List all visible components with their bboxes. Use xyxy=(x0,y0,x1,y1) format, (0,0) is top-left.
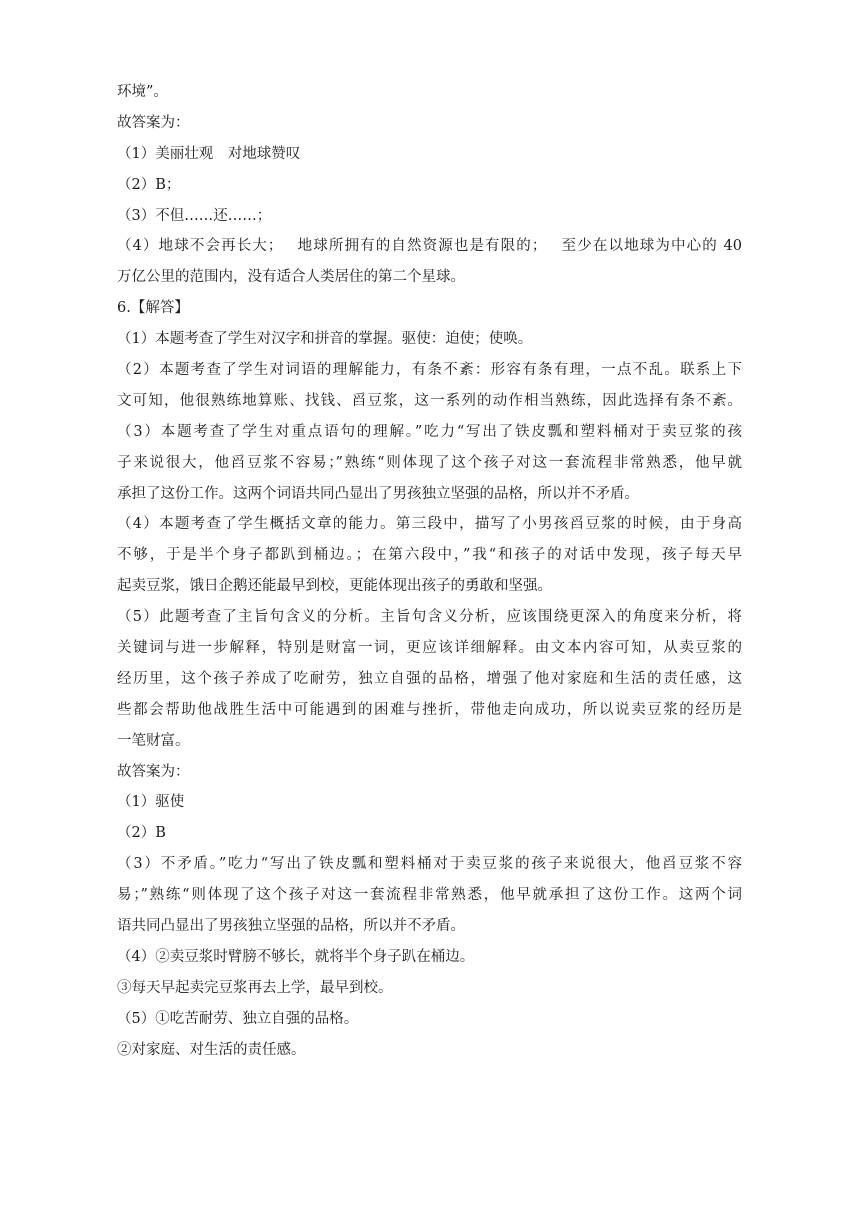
text-line: 万亿公里的范围内，没有适合人类居住的第二个星球。 xyxy=(117,269,465,286)
text-line: 不够，于是半个身子都趴到桶边。；在第六段中，”我“和孩子的对话中发现，孩子每天早 xyxy=(117,547,742,564)
text-line: 6.【解答】 xyxy=(117,300,189,317)
text-line: （2）B； xyxy=(117,176,181,193)
text-line: 关键词与进一步解释，特别是财富一词，更应该详细解释。由文本内容可知，从卖豆浆的 xyxy=(117,640,742,657)
text-line: （5）①吃苦耐劳、独立自强的品格。 xyxy=(117,1010,359,1027)
text-line: 故答案为： xyxy=(117,114,190,131)
text-line: （1）本题考查了学生对汉字和拼音的掌握。驱使：迫使；使唤。 xyxy=(117,331,533,348)
text-line: 子来说很大，他舀豆浆不容易；”熟练“则体现了这个孩子对这一套流程非常熟悉，他早就 xyxy=(117,454,742,471)
text-line: 承担了这份工作。这两个词语共同凸显出了男孩独立坚强的品格，所以并不矛盾。 xyxy=(117,485,639,502)
text-line: （4）地球不会再长大； 地球所拥有的自然资源也是有限的； 至少在以地球为中心的 40 xyxy=(117,238,742,255)
text-line: （1）驱使 xyxy=(117,794,185,811)
text-line: 文可知，他很熟练地算账、找钱、舀豆浆，这一系列的动作相当熟练，因此选择有条不紊。 xyxy=(117,392,742,409)
text-line: 易；”熟练“则体现了这个孩子对这一套流程非常熟悉，他早就承担了这份工作。这两个词 xyxy=(117,887,742,904)
text-line: （2）本题考查了学生对词语的理解能力，有条不紊：形容有条有理，一点不乱。联系上下 xyxy=(117,362,742,379)
document-page xyxy=(117,77,742,1066)
text-line: 些都会帮助他战胜生活中可能遇到的困难与挫折，带他走向成功，所以说卖豆浆的经历是 xyxy=(117,701,742,718)
text-line: 故答案为： xyxy=(117,763,190,780)
text-line: 环境”。 xyxy=(117,84,168,100)
text-line: （5）此题考查了主旨句含义的分析。主旨句含义分析，应该围绕更深入的角度来分析，将 xyxy=(117,609,742,626)
text-line: （3）不但……还……； xyxy=(117,207,272,224)
text-line: 起卖豆浆，饿日企鹅还能最早到校，更能体现出孩子的勇敢和坚强。 xyxy=(117,578,552,595)
text-line: 一笔财富。 xyxy=(117,732,190,749)
text-line: （2）B xyxy=(117,825,166,842)
text-line: ③每天早起卖完豆浆再去上学，最早到校。 xyxy=(117,979,393,996)
text-line: （4）②卖豆浆时臂膀不够长，就将半个身子趴在桶边。 xyxy=(117,948,475,965)
text-line: ②对家庭、对生活的责任感。 xyxy=(117,1041,306,1058)
text-line: （3）本题考查了学生对重点语句的理解。”吃力“写出了铁皮瓢和塑料桶对于卖豆浆的孩 xyxy=(117,423,742,440)
text-line: （3）不矛盾。”吃力“写出了铁皮瓢和塑料桶对于卖豆浆的孩子来说很大，他舀豆浆不容 xyxy=(117,856,742,873)
text-line: （4）本题考查了学生概括文章的能力。第三段中，描写了小男孩舀豆浆的时候，由于身高 xyxy=(117,516,742,533)
text-line: 语共同凸显出了男孩独立坚强的品格，所以并不矛盾。 xyxy=(117,918,465,935)
text-line: 经历里，这个孩子养成了吃耐劳，独立自强的品格，增强了他对家庭和生活的责任感，这 xyxy=(117,670,742,687)
text-line: （1）美丽壮观 对地球赞叹 xyxy=(117,145,301,162)
